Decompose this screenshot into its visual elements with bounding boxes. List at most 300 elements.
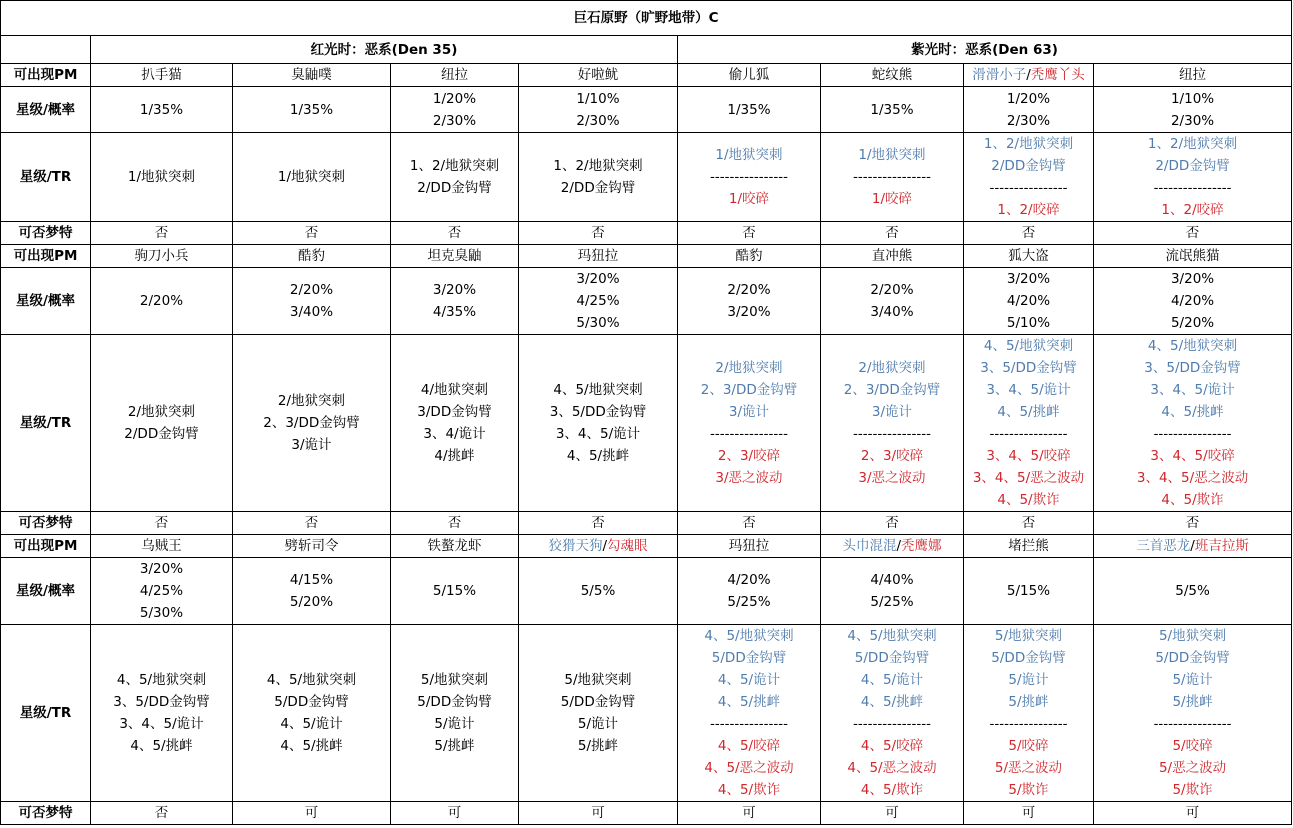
pokemon-cell bbox=[678, 535, 821, 558]
pokemon-cell bbox=[233, 245, 391, 268]
tr-move: 2、3/DD金钩臂 bbox=[843, 382, 941, 398]
tr-moves-cell bbox=[391, 335, 519, 512]
rate-cell bbox=[678, 268, 821, 335]
pokemon-name: 驹刀小兵 bbox=[134, 248, 189, 264]
row-label-rate: 星级/概率 bbox=[1, 87, 91, 133]
row-rate bbox=[1, 558, 1292, 625]
pokemon-name: 蛇纹熊 bbox=[871, 67, 913, 83]
row-pm bbox=[1, 245, 1292, 268]
tr-move: 3、4、5/咬碎 bbox=[1150, 448, 1235, 464]
tr-moves-cell bbox=[821, 625, 964, 802]
row-label-dream: 可否梦特 bbox=[1, 512, 91, 535]
pokemon-cell bbox=[233, 535, 391, 558]
tr-move: 5/诡计 bbox=[434, 716, 475, 732]
tr-move: 4、5/地狱突刺 bbox=[553, 382, 643, 398]
pokemon-cell bbox=[233, 64, 391, 87]
tr-move: 5/挑衅 bbox=[434, 738, 475, 754]
rate-line: 2/20% bbox=[727, 282, 771, 298]
tr-move: 4、5/诡计 bbox=[280, 716, 343, 732]
pokemon-name: 乌贼王 bbox=[141, 538, 182, 554]
pokemon-name: 头巾混混 bbox=[842, 538, 897, 554]
row-label-tr: 星级/TR bbox=[1, 335, 91, 512]
tr-move: 1、2/咬碎 bbox=[1161, 202, 1224, 218]
pokemon-cell bbox=[964, 535, 1094, 558]
tr-move: 2/DD金钩臂 bbox=[991, 158, 1066, 174]
rate-cell bbox=[391, 268, 519, 335]
row-tr bbox=[1, 133, 1292, 222]
tr-moves-cell bbox=[821, 133, 964, 222]
pokemon-name: 勾魂眼 bbox=[607, 538, 648, 554]
pokemon-cell bbox=[678, 245, 821, 268]
dream-cell: 否 bbox=[233, 222, 391, 245]
red-light-header: 红光时：恶系(Den 35) bbox=[91, 36, 678, 64]
tr-move: 2/DD金钩臂 bbox=[124, 426, 199, 442]
pokemon-name: / bbox=[1026, 67, 1031, 83]
tr-move: 4、5/欺诈 bbox=[860, 782, 924, 798]
tr-move: 4、5/挑衅 bbox=[1161, 404, 1224, 420]
tr-moves-cell bbox=[1094, 133, 1292, 222]
tr-move: 4/地狱突刺 bbox=[420, 382, 489, 398]
tr-moves-cell bbox=[91, 335, 233, 512]
rate-line: 1/20% bbox=[432, 90, 477, 107]
page-title: 巨石原野（旷野地带）C bbox=[1, 1, 1292, 36]
rate-cell bbox=[964, 87, 1094, 133]
dream-cell: 否 bbox=[964, 222, 1094, 245]
tr-moves-cell bbox=[519, 625, 678, 802]
tr-move: 5/咬碎 bbox=[1008, 738, 1049, 754]
dream-cell: 否 bbox=[1094, 512, 1292, 535]
tr-move: 3/诡计 bbox=[291, 437, 332, 453]
rate-line: 3/40% bbox=[289, 304, 334, 320]
row-label-tr: 星级/TR bbox=[1, 133, 91, 222]
tr-move: 5/诡计 bbox=[1172, 672, 1213, 688]
rate-cell bbox=[678, 87, 821, 133]
rate-line: 2/20% bbox=[139, 293, 184, 309]
pokemon-cell bbox=[391, 64, 519, 87]
tr-move: 3/诡计 bbox=[728, 404, 770, 420]
rate-cell bbox=[391, 87, 519, 133]
rate-line: 1/10% bbox=[576, 90, 620, 107]
rate-line: 4/35% bbox=[432, 304, 477, 320]
pokemon-name: 偷儿狐 bbox=[728, 67, 770, 83]
rate-cell bbox=[91, 87, 233, 133]
rate-cell bbox=[1094, 268, 1292, 335]
tr-move: 4、5/恶之波动 bbox=[704, 760, 794, 776]
rate-line: 5/10% bbox=[1006, 315, 1051, 331]
tr-move: 3、4、5/诡计 bbox=[119, 716, 204, 732]
tr-move: 3、5/DD金钩臂 bbox=[549, 404, 647, 420]
pokemon-cell bbox=[519, 64, 678, 87]
tr-move: 5/DD金钩臂 bbox=[417, 694, 492, 710]
dream-cell: 否 bbox=[391, 512, 519, 535]
tr-move: 5/欺诈 bbox=[1008, 782, 1049, 798]
tr-move: 4、5/地狱突刺 bbox=[116, 672, 207, 688]
move-divider: ---------------- bbox=[989, 180, 1068, 196]
rate-line: 3/20% bbox=[576, 271, 620, 287]
tr-move: 2/地狱突刺 bbox=[277, 393, 346, 409]
tr-moves-cell bbox=[678, 133, 821, 222]
dream-cell: 否 bbox=[964, 512, 1094, 535]
tr-move: 4、5/地狱突刺 bbox=[266, 672, 357, 688]
dream-cell: 可 bbox=[821, 802, 964, 825]
tr-moves-cell bbox=[91, 133, 233, 222]
move-divider: ---------------- bbox=[989, 426, 1068, 442]
rate-line: 2/30% bbox=[1006, 112, 1051, 129]
tr-move: 4、5/地狱突刺 bbox=[847, 628, 937, 644]
pokemon-name: 酷豹 bbox=[735, 248, 763, 264]
row-label-pm: 可出现PM bbox=[1, 535, 91, 558]
rate-line: 1/35% bbox=[289, 101, 334, 118]
dream-cell: 否 bbox=[91, 512, 233, 535]
tr-move: 4、5/咬碎 bbox=[860, 738, 924, 754]
pokemon-cell bbox=[519, 245, 678, 268]
move-divider: ---------------- bbox=[1153, 180, 1232, 196]
rate-cell bbox=[1094, 87, 1292, 133]
tr-move: 2/DD金钩臂 bbox=[1155, 158, 1230, 174]
tr-move: 4、5/恶之波动 bbox=[847, 760, 937, 776]
tr-move: 4、5/挑衅 bbox=[860, 694, 924, 710]
tr-move: 3、4、5/恶之波动 bbox=[972, 470, 1085, 486]
rate-line: 5/25% bbox=[870, 594, 914, 610]
tr-move: 5/诡计 bbox=[577, 716, 619, 732]
rate-line: 3/20% bbox=[432, 282, 477, 298]
tr-move: 5/DD金钩臂 bbox=[991, 650, 1066, 666]
tr-moves-cell bbox=[964, 335, 1094, 512]
rate-cell bbox=[519, 87, 678, 133]
tr-move: 4/挑衅 bbox=[434, 448, 475, 464]
row-dream bbox=[1, 802, 1292, 825]
rate-line: 5/30% bbox=[139, 605, 184, 621]
tr-move: 5/地狱突刺 bbox=[420, 672, 489, 688]
pokemon-cell bbox=[964, 64, 1094, 87]
pokemon-name: 班吉拉斯 bbox=[1194, 538, 1249, 554]
tr-move: 1/地狱突刺 bbox=[858, 147, 926, 163]
tr-move: 4、5/挑衅 bbox=[130, 738, 193, 754]
tr-move: 4、5/诡计 bbox=[860, 672, 924, 688]
rate-line: 3/20% bbox=[1006, 271, 1051, 287]
rate-cell bbox=[821, 87, 964, 133]
rate-cell bbox=[519, 558, 678, 625]
tr-move: 4、5/地狱突刺 bbox=[1147, 338, 1238, 354]
rate-line: 1/20% bbox=[1006, 90, 1051, 107]
move-divider: ---------------- bbox=[989, 716, 1068, 732]
tr-move: 1、2/地狱突刺 bbox=[983, 136, 1074, 152]
dream-cell: 否 bbox=[678, 512, 821, 535]
rate-cell bbox=[1094, 558, 1292, 625]
rate-line: 4/20% bbox=[1170, 293, 1215, 309]
pokemon-cell bbox=[91, 535, 233, 558]
tr-move: 5/恶之波动 bbox=[994, 760, 1063, 776]
tr-move: 2/地狱突刺 bbox=[858, 360, 926, 376]
tr-move: 5/DD金钩臂 bbox=[274, 694, 349, 710]
rate-cell bbox=[821, 558, 964, 625]
rate-line: 2/30% bbox=[1170, 112, 1215, 129]
pokemon-cell bbox=[1094, 245, 1292, 268]
tr-move: 1、2/咬碎 bbox=[997, 202, 1060, 218]
tr-move: 3、4、5/咬碎 bbox=[986, 448, 1071, 464]
tr-move: 5/挑衅 bbox=[577, 738, 619, 754]
dream-cell: 否 bbox=[519, 512, 678, 535]
tr-move: 4、5/挑衅 bbox=[997, 404, 1060, 420]
tr-moves-cell bbox=[233, 133, 391, 222]
rate-line: 2/30% bbox=[432, 112, 477, 129]
dream-cell: 可 bbox=[519, 802, 678, 825]
move-divider: ---------------- bbox=[1153, 716, 1232, 732]
dream-cell: 否 bbox=[91, 802, 233, 825]
pokemon-name: / bbox=[1190, 538, 1195, 554]
pokemon-name: 滑滑小子 bbox=[972, 67, 1027, 83]
pokemon-name: 秃鹰娜 bbox=[901, 538, 942, 554]
pokemon-name: 狡猾天狗 bbox=[548, 538, 603, 554]
rate-line: 4/20% bbox=[727, 572, 771, 588]
tr-move: 3、5/DD金钩臂 bbox=[1144, 360, 1241, 376]
rate-line: 5/20% bbox=[1170, 315, 1215, 331]
pokemon-name: 劈斩司令 bbox=[284, 538, 339, 554]
tr-move: 2/DD金钩臂 bbox=[417, 180, 492, 196]
tr-moves-cell bbox=[233, 335, 391, 512]
tr-move: 5/恶之波动 bbox=[1158, 760, 1227, 776]
rate-line: 4/40% bbox=[870, 572, 914, 588]
rate-line: 4/25% bbox=[576, 293, 620, 309]
tr-move: 3/恶之波动 bbox=[715, 470, 783, 486]
tr-move: 5/DD金钩臂 bbox=[560, 694, 636, 710]
dream-cell: 可 bbox=[1094, 802, 1292, 825]
tr-move: 5/DD金钩臂 bbox=[711, 650, 787, 666]
tr-move: 5/DD金钩臂 bbox=[1155, 650, 1230, 666]
tr-moves-cell bbox=[1094, 625, 1292, 802]
tr-move: 1/地狱突刺 bbox=[715, 147, 783, 163]
tr-move: 5/地狱突刺 bbox=[994, 628, 1063, 644]
rate-line: 5/30% bbox=[576, 315, 620, 331]
pokemon-name: 秃鹰丫头 bbox=[1030, 67, 1085, 83]
tr-move: 4、5/地狱突刺 bbox=[704, 628, 794, 644]
tr-move: 1、2/地狱突刺 bbox=[1147, 136, 1238, 152]
rate-line: 5/15% bbox=[432, 583, 477, 599]
tr-move: 4、5/欺诈 bbox=[1161, 492, 1224, 508]
pokemon-name: / bbox=[896, 538, 902, 554]
pokemon-name: / bbox=[602, 538, 608, 554]
move-divider: ---------------- bbox=[710, 716, 788, 732]
tr-move: 5/挑衅 bbox=[1172, 694, 1213, 710]
dream-cell: 否 bbox=[391, 222, 519, 245]
pokemon-name: 坦克臭鼬 bbox=[427, 248, 482, 264]
rate-line: 2/30% bbox=[576, 112, 620, 129]
pokemon-cell bbox=[391, 245, 519, 268]
tr-moves-cell bbox=[678, 335, 821, 512]
rate-line: 5/15% bbox=[1006, 583, 1051, 599]
tr-moves-cell bbox=[964, 133, 1094, 222]
pokemon-cell bbox=[391, 535, 519, 558]
tr-move: 4、5/诡计 bbox=[717, 672, 781, 688]
rate-cell bbox=[964, 268, 1094, 335]
rate-line: 4/20% bbox=[1006, 293, 1051, 309]
pokemon-cell bbox=[519, 535, 678, 558]
tr-move: 3/诡计 bbox=[871, 404, 913, 420]
move-divider: ---------------- bbox=[710, 169, 788, 185]
dream-cell: 可 bbox=[391, 802, 519, 825]
rate-line: 1/35% bbox=[727, 101, 771, 118]
tr-move: 4、5/欺诈 bbox=[717, 782, 781, 798]
tr-move: 4、5/挑衅 bbox=[566, 448, 630, 464]
tr-moves-cell bbox=[391, 133, 519, 222]
dream-cell: 否 bbox=[91, 222, 233, 245]
rate-cell bbox=[233, 268, 391, 335]
pokemon-name: 纽拉 bbox=[441, 67, 468, 83]
tr-move: 3/恶之波动 bbox=[858, 470, 926, 486]
tr-move: 3、5/DD金钩臂 bbox=[980, 360, 1077, 376]
tr-move: 5/地狱突刺 bbox=[564, 672, 632, 688]
pokemon-name: 铁螯龙虾 bbox=[427, 538, 482, 554]
rate-cell bbox=[519, 268, 678, 335]
tr-moves-cell bbox=[678, 625, 821, 802]
tr-move: 3、4/诡计 bbox=[423, 426, 486, 442]
move-divider: ---------------- bbox=[710, 426, 788, 442]
tr-moves-cell bbox=[519, 335, 678, 512]
tr-move: 5/欺诈 bbox=[1172, 782, 1213, 798]
corner-cell bbox=[1, 36, 91, 64]
tr-move: 3、4、5/恶之波动 bbox=[1136, 470, 1249, 486]
tr-move: 5/DD金钩臂 bbox=[854, 650, 930, 666]
rate-cell bbox=[964, 558, 1094, 625]
tr-move: 5/挑衅 bbox=[1008, 694, 1049, 710]
row-tr bbox=[1, 335, 1292, 512]
pokemon-cell bbox=[964, 245, 1094, 268]
pokemon-name: 酷豹 bbox=[298, 248, 325, 264]
tr-move: 4、5/挑衅 bbox=[280, 738, 343, 754]
rate-line: 4/25% bbox=[139, 583, 184, 599]
move-divider: ---------------- bbox=[853, 716, 931, 732]
pokemon-name: 堵拦熊 bbox=[1008, 538, 1049, 554]
pokemon-cell bbox=[821, 245, 964, 268]
tr-move: 4、5/欺诈 bbox=[997, 492, 1060, 508]
row-rate bbox=[1, 87, 1292, 133]
row-rate bbox=[1, 268, 1292, 335]
pokemon-name: 三首恶龙 bbox=[1136, 538, 1191, 554]
row-label-dream: 可否梦特 bbox=[1, 802, 91, 825]
rate-line: 5/5% bbox=[580, 583, 616, 599]
tr-moves-cell bbox=[964, 625, 1094, 802]
tr-move: 2、3/DD金钩臂 bbox=[700, 382, 798, 398]
tr-move: 3、4、5/诡计 bbox=[986, 382, 1071, 398]
tr-move: 1/咬碎 bbox=[728, 191, 770, 207]
tr-move: 3、5/DD金钩臂 bbox=[113, 694, 210, 710]
tr-move: 3、4、5/诡计 bbox=[555, 426, 641, 442]
tr-moves-cell bbox=[91, 625, 233, 802]
rate-line: 5/20% bbox=[289, 594, 334, 610]
tr-move: 4、5/咬碎 bbox=[717, 738, 781, 754]
tr-moves-cell bbox=[391, 625, 519, 802]
dream-cell: 否 bbox=[821, 512, 964, 535]
tr-move: 4、5/挑衅 bbox=[717, 694, 781, 710]
tr-move: 2/地狱突刺 bbox=[715, 360, 783, 376]
pokemon-cell bbox=[1094, 535, 1292, 558]
pokemon-cell bbox=[821, 535, 964, 558]
tr-move: 2、3/咬碎 bbox=[717, 448, 781, 464]
purple-light-header: 紫光时：恶系(Den 63) bbox=[678, 36, 1292, 64]
rate-line: 1/10% bbox=[1170, 90, 1215, 107]
pokemon-name: 玛狃拉 bbox=[728, 538, 770, 554]
pokemon-name: 直冲熊 bbox=[871, 248, 913, 264]
row-tr bbox=[1, 625, 1292, 802]
row-label-rate: 星级/概率 bbox=[1, 558, 91, 625]
tr-moves-cell bbox=[233, 625, 391, 802]
tr-move: 3、4、5/诡计 bbox=[1150, 382, 1235, 398]
pokemon-cell bbox=[1094, 64, 1292, 87]
rate-line: 3/20% bbox=[139, 561, 184, 577]
pokemon-cell bbox=[678, 64, 821, 87]
rate-cell bbox=[91, 268, 233, 335]
tr-move: 1/咬碎 bbox=[871, 191, 913, 207]
pokemon-name: 扒手猫 bbox=[141, 67, 182, 83]
tr-moves-cell bbox=[1094, 335, 1292, 512]
tr-move: 1、2/地狱突刺 bbox=[409, 158, 500, 174]
row-label-dream: 可否梦特 bbox=[1, 222, 91, 245]
tr-move: 2、3/DD金钩臂 bbox=[263, 415, 360, 431]
tr-move: 2/地狱突刺 bbox=[127, 404, 196, 420]
tr-move: 1、2/地狱突刺 bbox=[553, 158, 643, 174]
pokemon-name: 玛狃拉 bbox=[577, 248, 619, 264]
rate-line: 2/20% bbox=[289, 282, 334, 298]
dream-cell: 否 bbox=[233, 512, 391, 535]
dream-cell: 可 bbox=[678, 802, 821, 825]
rate-cell bbox=[391, 558, 519, 625]
row-label-rate: 星级/概率 bbox=[1, 268, 91, 335]
row-label-tr: 星级/TR bbox=[1, 625, 91, 802]
row-label-pm: 可出现PM bbox=[1, 245, 91, 268]
row-label-pm: 可出现PM bbox=[1, 64, 91, 87]
tr-move: 2、3/咬碎 bbox=[860, 448, 924, 464]
rate-cell bbox=[821, 268, 964, 335]
rate-line: 2/20% bbox=[870, 282, 914, 298]
pokemon-cell bbox=[91, 64, 233, 87]
row-dream bbox=[1, 222, 1292, 245]
pokemon-cell bbox=[821, 64, 964, 87]
rate-cell bbox=[233, 87, 391, 133]
row-dream bbox=[1, 512, 1292, 535]
rate-cell bbox=[678, 558, 821, 625]
rate-line: 4/15% bbox=[289, 572, 334, 588]
pokemon-cell bbox=[91, 245, 233, 268]
pokemon-name: 狐大盗 bbox=[1008, 248, 1049, 264]
tr-move: 1/地狱突刺 bbox=[277, 169, 346, 185]
move-divider: ---------------- bbox=[853, 169, 931, 185]
rate-line: 3/20% bbox=[727, 304, 771, 320]
pokemon-name: 好啦鱿 bbox=[577, 67, 619, 83]
move-divider: ---------------- bbox=[1153, 426, 1232, 442]
tr-move: 4、5/地狱突刺 bbox=[983, 338, 1074, 354]
rate-line: 3/20% bbox=[1170, 271, 1215, 287]
move-divider: ---------------- bbox=[853, 426, 931, 442]
row-pm bbox=[1, 535, 1292, 558]
pokemon-name: 纽拉 bbox=[1179, 67, 1207, 83]
pokemon-name: 流氓熊猫 bbox=[1165, 248, 1220, 264]
rate-line: 5/25% bbox=[727, 594, 771, 610]
rate-cell bbox=[91, 558, 233, 625]
rate-line: 1/35% bbox=[139, 101, 184, 118]
tr-move: 3/DD金钩臂 bbox=[417, 404, 492, 420]
tr-move: 5/咬碎 bbox=[1172, 738, 1213, 754]
dream-cell: 否 bbox=[821, 222, 964, 245]
dream-cell: 否 bbox=[678, 222, 821, 245]
rate-line: 3/40% bbox=[870, 304, 914, 320]
tr-move: 1/地狱突刺 bbox=[127, 169, 196, 185]
rate-line: 5/5% bbox=[1175, 583, 1210, 599]
dream-cell: 否 bbox=[519, 222, 678, 245]
dream-cell: 可 bbox=[233, 802, 391, 825]
tr-moves-cell bbox=[821, 335, 964, 512]
tr-move: 2/DD金钩臂 bbox=[560, 180, 636, 196]
rate-line: 1/35% bbox=[870, 101, 914, 118]
